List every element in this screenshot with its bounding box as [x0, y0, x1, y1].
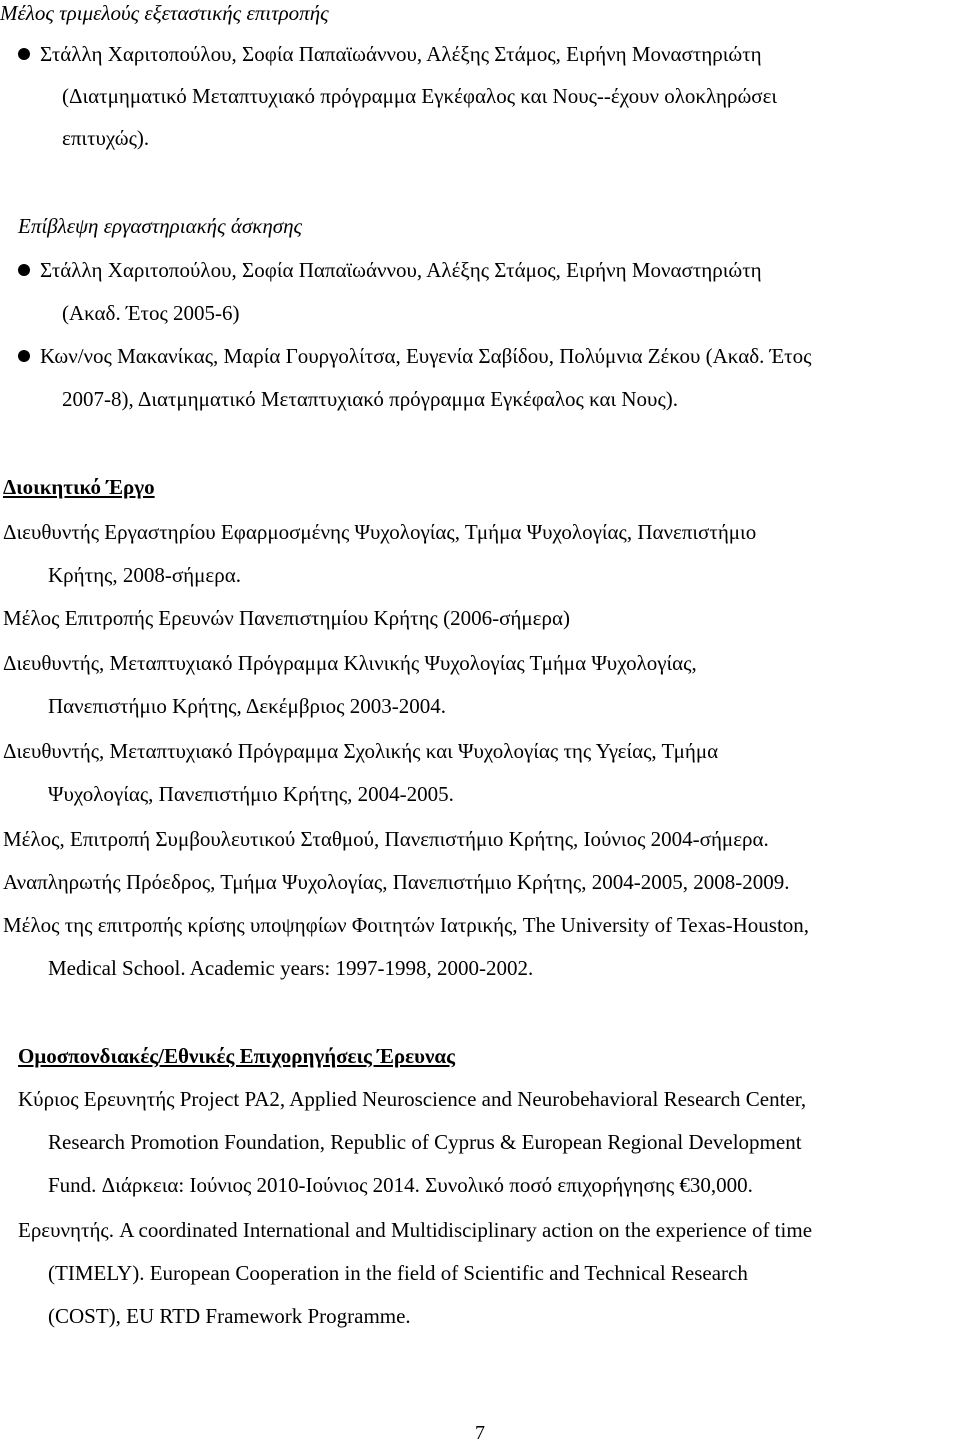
grants-heading	[18, 1046, 455, 1067]
line-text: Μέλος τριμελούς εξεταστικής επιτροπής	[0, 1, 329, 25]
line-text: Μέλος Επιτροπής Ερευνών Πανεπιστημίου Κρήτης (2006-σήμερα)	[3, 606, 570, 630]
grant-item-2-cont-2	[48, 1306, 411, 1327]
line-text: 2007-8), Διατμηματικό Μεταπτυχιακό πρόγραμμα Εγκέφαλος και Νους).	[62, 387, 679, 411]
lab-supervision-item-2	[18, 346, 811, 367]
page-number: 7	[475, 1422, 485, 1444]
line-text: Διευθυντής, Μεταπτυχιακό Πρόγραμμα Κλινικής Ψυχολογίας Τμήμα Ψυχολογίας,	[3, 651, 697, 675]
admin-item-4-cont	[48, 784, 454, 805]
grant-item-1-cont-2	[48, 1175, 753, 1196]
line-text: Κρήτης, 2008-σήμερα.	[48, 563, 241, 587]
line-text: Διευθυντής, Μεταπτυχιακό Πρόγραμμα Σχολικής και Ψυχολογίας της Υγείας, Τμήμα	[3, 739, 719, 763]
admin-item-1	[3, 522, 756, 543]
committee-member-item-1-cont-1	[62, 86, 777, 107]
lab-supervision-item-1	[18, 260, 762, 281]
admin-item-4	[3, 741, 718, 762]
line-text: Διοικητικό Έργο	[3, 475, 155, 499]
bullet-icon	[18, 350, 30, 362]
line-text: (Ακαδ. Έτος 2005-6)	[62, 301, 240, 325]
admin-item-3	[3, 653, 697, 674]
line-text: Κύριος Ερευνητής Project PA2, Applied Neuroscience and Neurobehavioral Research Center,	[18, 1087, 807, 1111]
admin-item-3-cont	[48, 696, 446, 717]
line-text: Μέλος της επιτροπής κρίσης υποψηφίων Φοιτητών Ιατρικής, The University of Texas-Houston,	[3, 913, 810, 937]
line-text: (TIMELY). European Cooperation in the field of Scientific and Technical Research	[48, 1261, 748, 1285]
line-text: Κων/νος Μακανίκας, Μαρία Γουργολίτσα, Ευγενία Σαβίδου, Πολύμνια Ζέκου (Ακαδ. Έτος	[40, 344, 812, 368]
line-text: Πανεπιστήμιο Κρήτης, Δεκέμβριος 2003-2004.	[48, 694, 446, 718]
line-text: Fund. Διάρκεια: Ιούνιος 2010-Ιούνιος 2014. Συνολικό ποσό επιχορήγησης €30,000.	[48, 1173, 753, 1197]
lab-supervision-item-1-cont	[62, 303, 240, 324]
lab-supervision-item-2-cont	[62, 389, 678, 410]
line-text: επιτυχώς).	[62, 126, 150, 150]
admin-item-7-cont	[48, 958, 533, 979]
line-text: (COST), EU RTD Framework Programme.	[48, 1304, 411, 1328]
bullet-icon	[18, 264, 30, 276]
grant-item-2	[18, 1220, 812, 1241]
admin-item-6	[3, 872, 789, 893]
line-text: Medical School. Academic years: 1997-1998, 2000-2002.	[48, 956, 534, 980]
line-text: Ψυχολογίας, Πανεπιστήμιο Κρήτης, 2004-2005.	[48, 782, 454, 806]
bullet-icon	[18, 48, 30, 60]
grant-item-1	[18, 1089, 806, 1110]
line-text: Στάλλη Χαριτοπούλου, Σοφία Παπαϊωάννου, Αλέξης Στάμος, Ειρήνη Μοναστηριώτη	[40, 42, 762, 66]
line-text: Research Promotion Foundation, Republic of Cyprus & European Regional Development	[48, 1130, 802, 1154]
admin-work-heading	[3, 477, 155, 498]
admin-item-1-cont	[48, 565, 241, 586]
lab-supervision-title	[18, 216, 302, 237]
line-text: Μέλος, Επιτροπή Συμβουλευτικού Σταθμού, Πανεπιστήμιο Κρήτης, Ιούνιος 2004-σήμερα.	[3, 827, 769, 851]
committee-member-item-1	[18, 44, 762, 65]
line-text: (Διατμηματικό Μεταπτυχιακό πρόγραμμα Εγκέφαλος και Νους--έχουν ολοκληρώσει	[62, 84, 778, 108]
admin-item-7	[3, 915, 809, 936]
line-text: Ερευνητής. A coordinated International and Multidisciplinary action on the experience of time	[18, 1218, 813, 1242]
admin-item-5	[3, 829, 769, 850]
line-text: Αναπληρωτής Πρόεδρος, Τμήμα Ψυχολογίας, Πανεπιστήμιο Κρήτης, 2004-2005, 2008-2009.	[3, 870, 790, 894]
line-text: Επίβλεψη εργαστηριακής άσκησης	[18, 214, 303, 238]
line-text: Στάλλη Χαριτοπούλου, Σοφία Παπαϊωάννου, Αλέξης Στάμος, Ειρήνη Μοναστηριώτη	[40, 258, 762, 282]
committee-member-title	[0, 3, 329, 24]
grant-item-2-cont-1	[48, 1263, 748, 1284]
grant-item-1-cont-1	[48, 1132, 802, 1153]
line-text: Διευθυντής Εργαστηρίου Εφαρμοσμένης Ψυχολογίας, Τμήμα Ψυχολογίας, Πανεπιστήμιο	[3, 520, 757, 544]
admin-item-2	[3, 608, 570, 629]
committee-member-item-1-cont-2	[62, 128, 149, 149]
line-text: Ομοσπονδιακές/Εθνικές Επιχορηγήσεις Έρευνας	[18, 1044, 456, 1068]
